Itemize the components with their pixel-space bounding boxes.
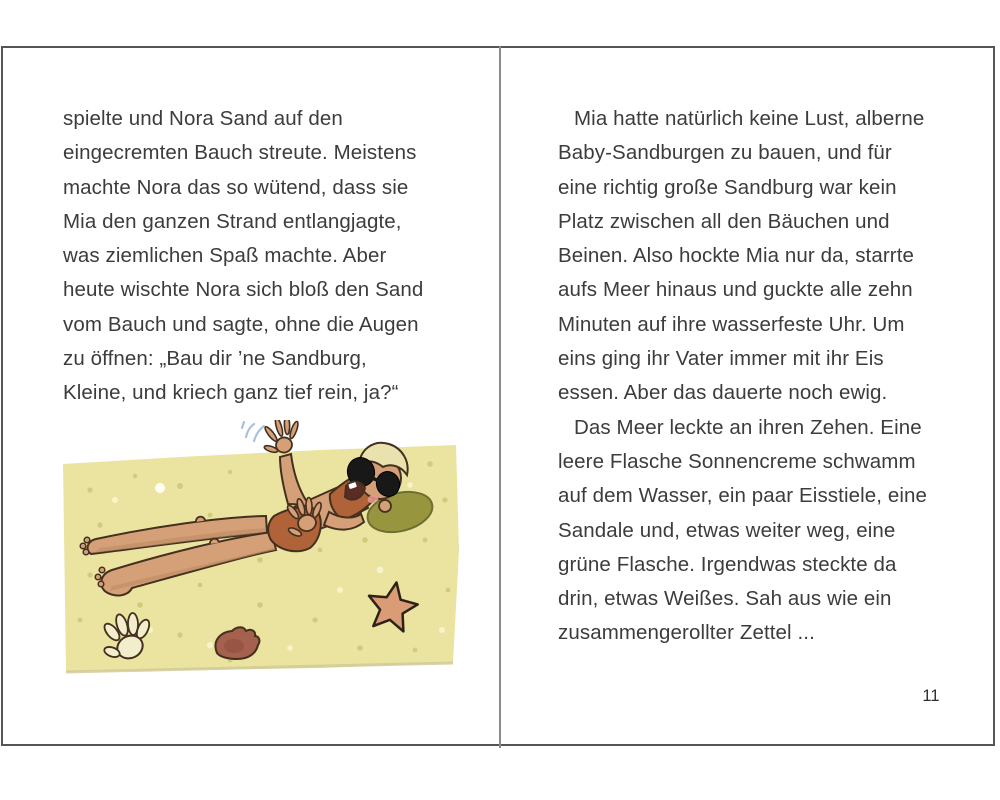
text-line: aufs Meer hinaus und guckte alle zehn [558,278,913,302]
shell-shade [224,639,244,653]
text-line: zu öffnen: „Bau dir ’ne Sandburg, [63,347,367,371]
sunbather-illustration-svg [60,420,460,695]
text-line: machte Nora das so wütend, dass sie [63,175,409,199]
text-line: Mia hatte natürlich keine Lust, alberne [574,107,925,130]
beach-illustration [60,420,460,695]
text-line: Kleine, und kriech ganz tief rein, ja?“ [63,381,399,405]
text-line: drin, etwas Weißes. Sah aus wie ein [558,587,892,611]
text-line: heute wischte Nora sich bloß den Sand [63,278,424,302]
text-line: Mia den ganzen Strand entlangjagte, [63,209,402,233]
page-number: 11 [922,687,940,705]
page-divider [499,46,501,748]
right-page-text [558,102,970,651]
left-page-text [63,102,475,411]
text-line: leere Flasche Sonnencreme schwamm [558,449,916,473]
text-line: was ziemlichen Spaß machte. Aber [63,244,387,268]
text-line: eingecremten Bauch streute. Meistens [63,141,417,165]
text-line: Platz zwischen all den Bäuchen und [558,209,890,233]
text-line: Minuten auf ihre wasserfeste Uhr. Um [558,312,905,336]
text-line: eine richtig große Sandburg war kein [558,175,897,199]
text-line: Das Meer leckte an ihren Zehen. Eine [574,415,922,439]
motion-lines [242,422,264,441]
text-line: Sandale und, etwas weiter weg, eine [558,518,896,542]
text-line: grüne Flasche. Irgendwas steckte da [558,552,897,576]
text-line: spielte und Nora Sand auf den [63,107,343,130]
text-line: Beinen. Also hockte Mia nur da, starrte [558,244,915,268]
text-line: auf dem Wasser, ein paar Eisstiele, eine [558,484,928,508]
text-line: essen. Aber das dauerte noch ewig. [558,381,888,405]
text-line: Baby-Sandburgen zu bauen, und für [558,141,892,165]
text-line: vom Bauch und sagte, ohne die Augen [63,312,419,336]
ear [379,500,391,512]
text-line: zusammengerollter Zettel ... [558,621,815,645]
text-line: eins ging ihr Vater immer mit ihr Eis [558,347,884,371]
